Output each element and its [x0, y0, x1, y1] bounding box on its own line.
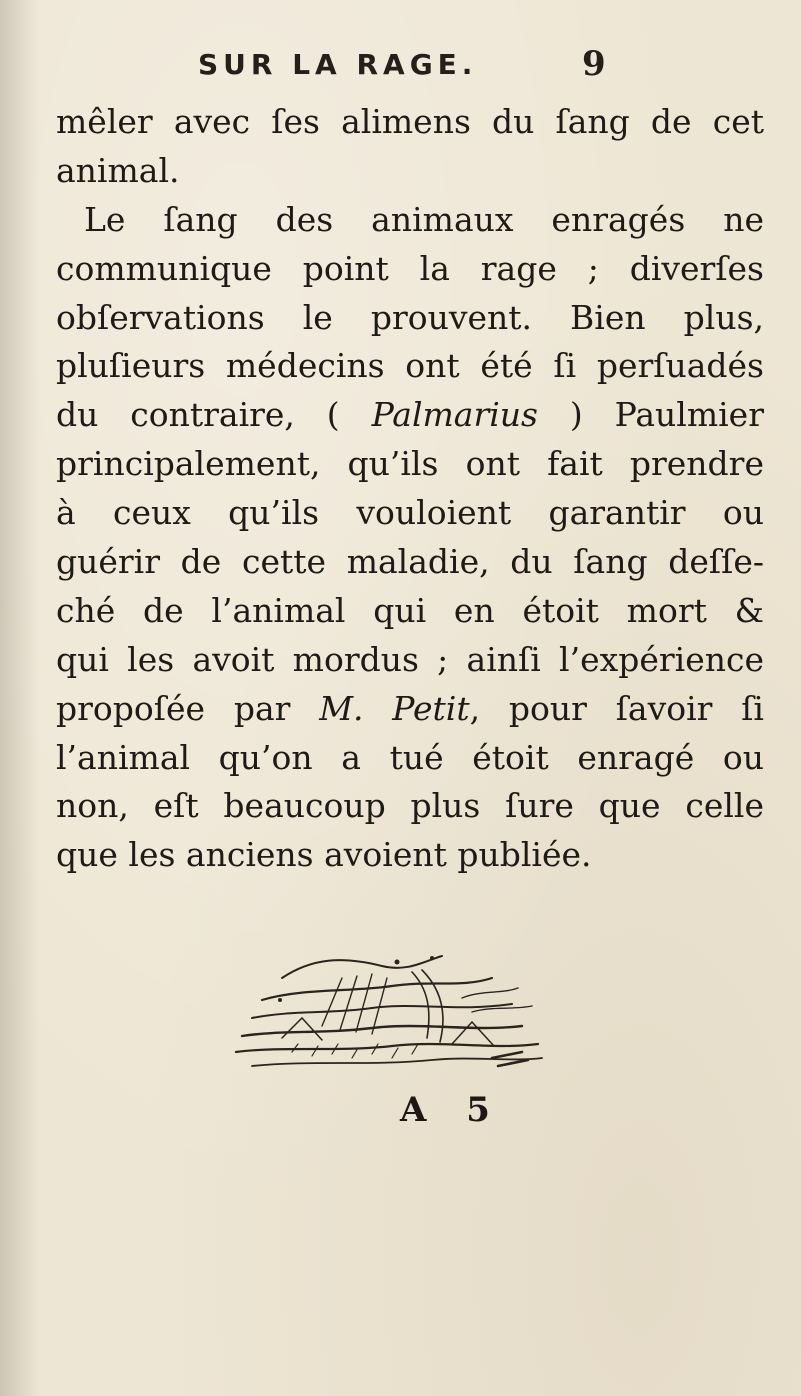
page-number: 9 — [582, 44, 606, 84]
page-gutter-shadow — [0, 0, 40, 1396]
text-line: propoſée par M. Petit, pour ſavoir ſi — [56, 688, 764, 728]
text-line: guérir de cette maladie, du ſang deſſe- — [56, 542, 764, 582]
text-line: l’animal qu’on a tué étoit enragé ou — [56, 737, 764, 777]
text-line: communique point la rage ; diverſes — [56, 248, 764, 288]
text-line: pluſieurs médecins ont été ſi perſuadés — [56, 346, 764, 386]
engraved-vignette — [222, 948, 552, 1080]
text-line: ché de l’animal qui en étoit mort & — [56, 590, 764, 630]
text-line: à ceux qu’ils vouloient garantir ou — [56, 493, 764, 533]
text-line: non, eſt beaucoup plus ſure que celle — [56, 786, 764, 826]
text-line: du contraire, ( Palmarius ) Paulmier — [56, 395, 764, 435]
text-line: qui les avoit mordus ; ainſi l’expérience — [56, 639, 764, 679]
signature-mark: A 5 — [400, 1090, 504, 1130]
body-text — [56, 98, 764, 880]
text-line: principalement, qu’ils ont fait prendre — [56, 444, 764, 484]
paragraph-first-line: Le ſang des animaux enragés ne — [84, 199, 764, 239]
text-line: que les anciens avoient publiée. — [56, 835, 592, 875]
text-line: mêler avec ſes alimens du ſang de cet — [56, 102, 764, 141]
text-line: obſervations le prouvent. Bien plus, — [56, 297, 764, 337]
running-head: SUR LA RAGE. — [198, 48, 478, 81]
text-line: animal. — [56, 150, 180, 190]
